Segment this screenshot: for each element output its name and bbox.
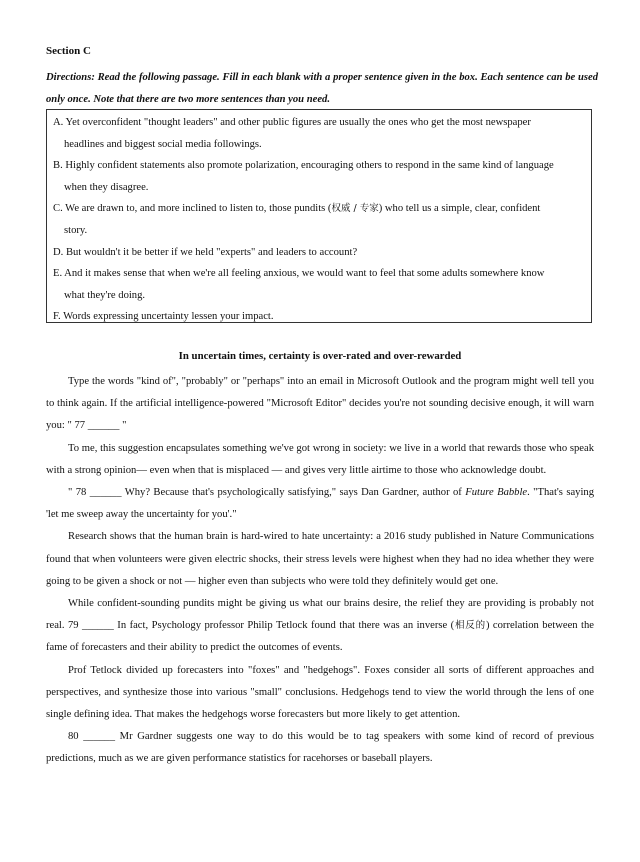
paragraph-7: 80 ______ Mr Gardner suggests one way to do this would be to tag speakers with some kind of record of previous predictions, much as we are given performance statistics for racehorses or baseball players.	[46, 731, 594, 765]
paragraph-1: Type the words "kind of", "probably" or "perhaps" into an email in Microsoft Outlook and the program might well tell you to think again. If the artificial intelligence-powered "Microsoft Editor" decides you're not sounding decisive enough, it will warn you: " 77 ______ "	[46, 376, 594, 432]
book-title: Future Babble	[465, 487, 528, 499]
paragraph-5	[46, 593, 594, 660]
option-c-line1-post: ) who tell us a simple, clear, confident	[378, 203, 541, 215]
option-b	[53, 155, 585, 198]
paragraph-6: Prof Tetlock divided up forecasters into "foxes" and "hedgehogs". Foxes consider all sorts of different approaches and perspectives, and synthesize those into various "small" conclusions. Hedgehogs tend to view the world through the lens of one single defining idea. That makes the hedgehogs worse forecasters but more likely to get attention.	[46, 664, 594, 721]
options-box	[46, 109, 592, 323]
passage-body	[46, 371, 594, 771]
paragraph-5-pre: While confident-sounding pundits might be giving us what our brains desire, the relief they are providing is probably not real. 79 ______ In fact, Psychology professor Philip Tetlock found that there was an inverse (	[46, 598, 594, 632]
passage-title: In uncertain times, certainty is over-rated and over-rewarded	[178, 350, 462, 362]
option-e-line2: what they're doing.	[64, 289, 146, 301]
option-d	[53, 242, 585, 264]
option-c-line1-pre: C. We are drawn to, and more inclined to listen to, those pundits (	[53, 203, 332, 215]
option-b-line2: when they disagree.	[64, 181, 149, 193]
paragraph-5-post: ) correlation between the fame of forecasters and their ability to predict the outcomes of events.	[46, 620, 594, 654]
option-a	[53, 112, 585, 155]
section-heading: Section C	[46, 45, 91, 57]
paragraph-3-post: . "That's saying 'let me sweep away the uncertainty for you'."	[46, 487, 594, 521]
option-c-line1	[53, 198, 585, 220]
option-f	[53, 306, 585, 328]
option-a-line2: headlines and biggest social media followings.	[64, 138, 262, 150]
option-f-line1: F. Words expressing uncertainty lessen your impact.	[53, 311, 274, 323]
paragraph-3	[46, 482, 594, 526]
option-c	[53, 198, 585, 241]
option-a-line1: A. Yet overconfident "thought leaders" and other public figures are usually the ones who get the most newspaper	[53, 117, 531, 128]
paragraph-4: Research shows that the human brain is hard-wired to hate uncertainty: a 2016 study published in Nature Communications found that when volunteers were given electric shocks, their stress levels were highest when they had no idea whether they were going to be given a shock or not — higher even than subjects who were told they definitely would get one.	[46, 531, 594, 587]
directions-text: Directions: Read the following passage. Fill in each blank with a proper sentence given in the box. Each sentence can be used only once. Note that there are two more sentences than you need.	[46, 72, 598, 105]
option-b-line1: B. Highly confident statements also promote polarization, encouraging others to respond in the same kind of language	[53, 160, 554, 172]
option-d-line1: D. But wouldn't it be better if we held "experts" and leaders to account?	[53, 246, 358, 258]
paragraph-5-gloss: 相反的	[454, 620, 486, 632]
paragraph-3-pre: " 78 ______ Why? Because that's psychologically satisfying," says Dan Gardner, author of	[68, 487, 466, 499]
option-c-line2: story.	[64, 224, 88, 236]
paragraph-2: To me, this suggestion encapsulates something we've got wrong in society: we live in a world that rewards those who speak with a strong opinion— even when that is misplaced — and gives very little airtime to those who acknowledge doubt.	[46, 442, 594, 476]
option-c-gloss: 权威 / 专家	[331, 203, 379, 215]
option-e-line1: E. And it makes sense that when we're all feeling anxious, we would want to feel that some adults somewhere know	[53, 268, 545, 280]
option-e	[53, 263, 585, 306]
